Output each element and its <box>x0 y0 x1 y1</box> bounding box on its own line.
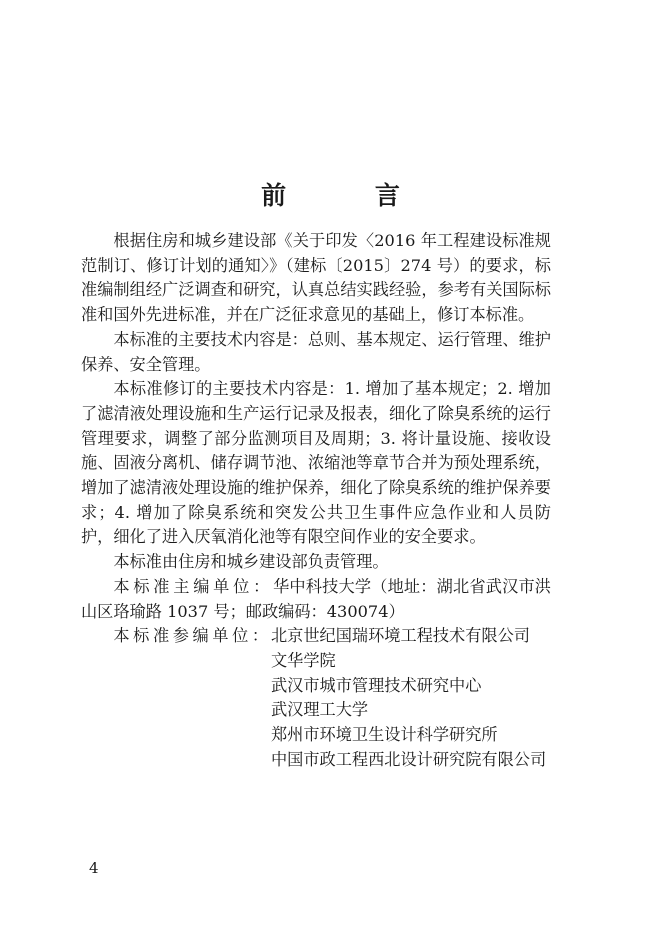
participating-unit-item: 武汉市城市管理技术研究中心 <box>271 675 482 695</box>
participating-units-label: 本标准参编单位： <box>113 626 272 646</box>
participating-units-block <box>81 624 551 772</box>
participating-units-row <box>81 624 551 772</box>
chief-unit-label: 本标准主编单位： <box>113 576 274 596</box>
page-title: 前 言 <box>261 180 440 210</box>
paragraph-main-content: 本标准的主要技术内容是：总则、基本规定、运行管理、维护保养、安全管理。 <box>81 329 551 374</box>
participating-unit-item: 武汉理工大学 <box>271 700 369 720</box>
page-number: 4 <box>89 859 99 877</box>
participating-unit-item: 文华学院 <box>271 650 336 670</box>
paragraph-management: 本标准由住房和城乡建设部负责管理。 <box>113 552 389 572</box>
participating-unit-item: 中国市政工程西北设计研究院有限公司 <box>271 749 547 769</box>
participating-units-list <box>271 624 551 772</box>
participating-unit-item: 郑州市环境卫生设计科学研究所 <box>271 725 498 745</box>
participating-unit-item: 北京世纪国瑞环境工程技术有限公司 <box>271 626 530 646</box>
paragraph-background: 根据住房和城乡建设部《关于印发〈2016 年工程建设标准规范制订、修订计划的通知〉》（建标〔2015〕274 号）的要求，标准编制组经广泛调查和研究，认真总结实践经验，参考有关国际标准和国外先进标准，并在广泛征求意见的基础上，修订本标准。 <box>81 231 551 325</box>
paragraph-revision-content: 本标准修订的主要技术内容是：1. 增加了基本规定；2. 增加了滤清液处理设施和生产运行记录及报表，细化了除臭系统的运行管理要求，调整了部分监测项目及周期；3. 将计量设施、接收设施、固液分离机、储存调节池、浓缩池等章节合并为预处理系统，增加了滤清液处理设施的维护保养，细化了除臭系统的维护保养要求；4. 增加了除臭系统和突发公共卫生事件应急作业和人员防护，细化了进入厌氧消化池等有限空间作业的安全要求。 <box>81 379 551 547</box>
chief-unit-text: 华中科技大学（地址：湖北省武汉市洪山区珞瑜路 1037 号；邮政编码：430074） <box>81 576 551 621</box>
preface-body <box>81 229 551 772</box>
chief-unit-paragraph <box>81 575 551 624</box>
